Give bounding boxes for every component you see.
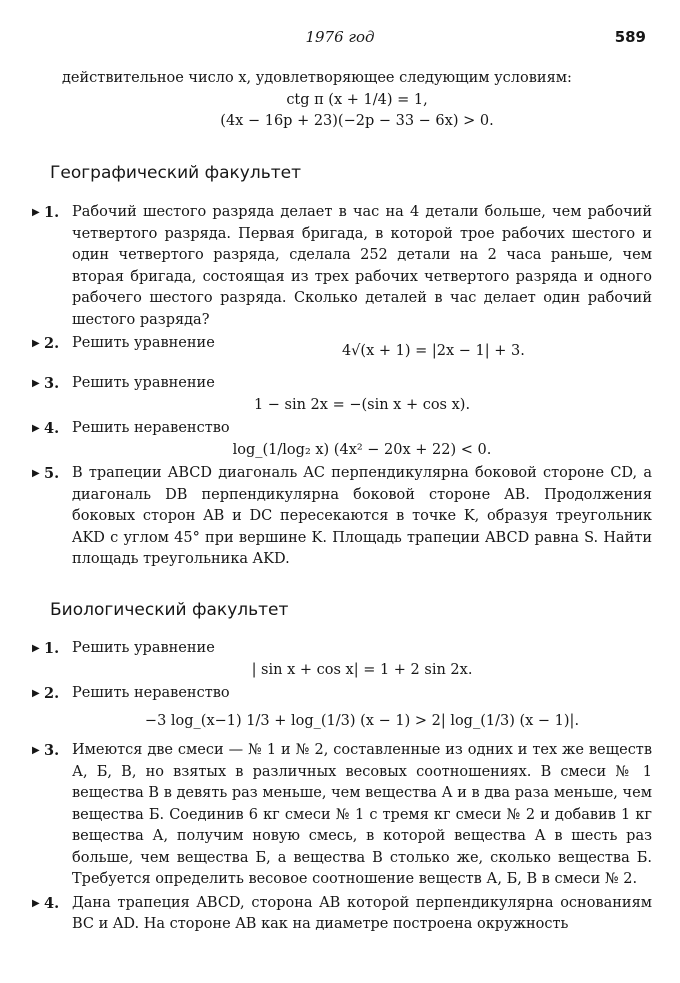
problem-number: 3. [44,742,60,759]
year-heading: 1976 год [305,28,375,46]
problem-formula: −3 log_(x−1) 1/3 + log_(1/3) (x − 1) > 2| log_(1/3) (x − 1)|. [144,712,580,729]
problem-formula: 1 − sin 2x = −(sin x + cos x). [253,396,471,413]
problem-formula: 4√(x + 1) = |2x − 1| + 3. [341,343,525,359]
problem-text: Решить уравнение [72,335,215,351]
problem-text: Дана трапеция ABCD, сторона AB которой перпендикулярна основаниям BC и AD. На стороне AB как на диаметре построена окружность [72,894,652,932]
problem-number: 4. [44,894,60,912]
problem-text: Решить неравенство [72,685,230,701]
intro-formula-2: (4x − 16p + 23)(−2p − 33 − 6x) > 0. [220,113,494,129]
marker-icon: ▶ [32,378,40,389]
intro-formula-1: ctg π (x + 1/4) = 1, [286,91,428,108]
marker-icon: ▶ [32,643,40,654]
page-header [0,27,680,49]
problem-text: Имеются две смеси — № 1 и № 2, составленные из одних и тех же веществ А, Б, В, но взятых в различных весовых соотношениях. В смеси № 1 вещества В в девять раз меньше, чем вещества А и в два раза меньше, чем вещества Б. Соединив 6 кг смеси № 1 с тремя кг смеси № 2 и добавив 1 кг вещества А, получим новую смесь, в которой вещества А в шесть раз больше, чем вещества Б, а вещества В столько же, сколько вещества Б. Требуется определить весовое соотношение веществ А, Б, В в смеси № 2. [72,742,652,887]
problem-bio-4 [32,893,652,936]
marker-icon: ▶ [32,897,40,909]
marker-icon: ▶ [32,207,40,218]
problem-text: Решить уравнение [72,375,215,391]
marker-icon: ▶ [32,745,40,756]
problem-formula: | sin x + cos x| = 1 + 2 sin 2x. [251,661,473,678]
geography-problems [32,202,652,573]
section-title-biology: Биологический факультет [50,600,289,620]
marker-icon: ▶ [32,423,40,434]
problem-text: В трапеции ABCD диагональ AC перпендикулярна боковой стороне CD, а диагональ DB перпендикулярна боковой стороне AB. Продолжения боковых сторон AB и DC пересекаются в точке K, образуя треугольник AKD с углом 45° при вершине K. Площадь трапеции ABCD равна S. Найти площадь треугольника AKD. [72,465,652,567]
marker-icon: ▶ [32,688,40,699]
problem-number: 5. [44,465,60,482]
page-number: 589 [614,28,646,46]
marker-icon: ▶ [32,468,40,479]
problem-bio-3 [32,740,652,891]
intro-block [62,68,652,133]
section-title-geography: Географический факультет [50,163,301,183]
problem-geo-4 [32,418,652,461]
problem-text: Решить неравенство [72,420,230,436]
problem-number: 2. [44,685,60,702]
problem-bio-2 [32,683,652,738]
intro-text: действительное число x, удовлетворяющее следующим условиям: [62,70,572,86]
biology-problems [32,638,652,938]
marker-icon: ▶ [32,338,40,349]
problem-text: Рабочий шестого разряда делает в час на 4 детали больше, чем рабочий четвертого разряда. Первая бригада, в которой трое рабочих шестого и один четвертого разряда, сделала 252 детали на 2 часа раньше, чем вторая бригада, состоящая из трех рабочих четвертого разряда и одного рабочего шестого разряда. Сколько деталей в час делает один рабочий шестого разряда? [72,204,652,328]
problem-geo-2 [32,333,652,371]
problem-number: 1. [44,204,60,221]
problem-number: 4. [44,420,60,437]
problem-text: Решить уравнение [72,640,215,656]
problem-number: 1. [44,640,60,657]
problem-formula: log_(1/log₂ x) (4x² − 20x + 22) < 0. [232,441,492,458]
problem-bio-1 [32,638,652,681]
problem-geo-1 [32,202,652,331]
problem-geo-3 [32,373,652,416]
problem-number: 2. [44,335,60,352]
problem-number: 3. [44,375,60,392]
problem-geo-5 [32,463,652,571]
